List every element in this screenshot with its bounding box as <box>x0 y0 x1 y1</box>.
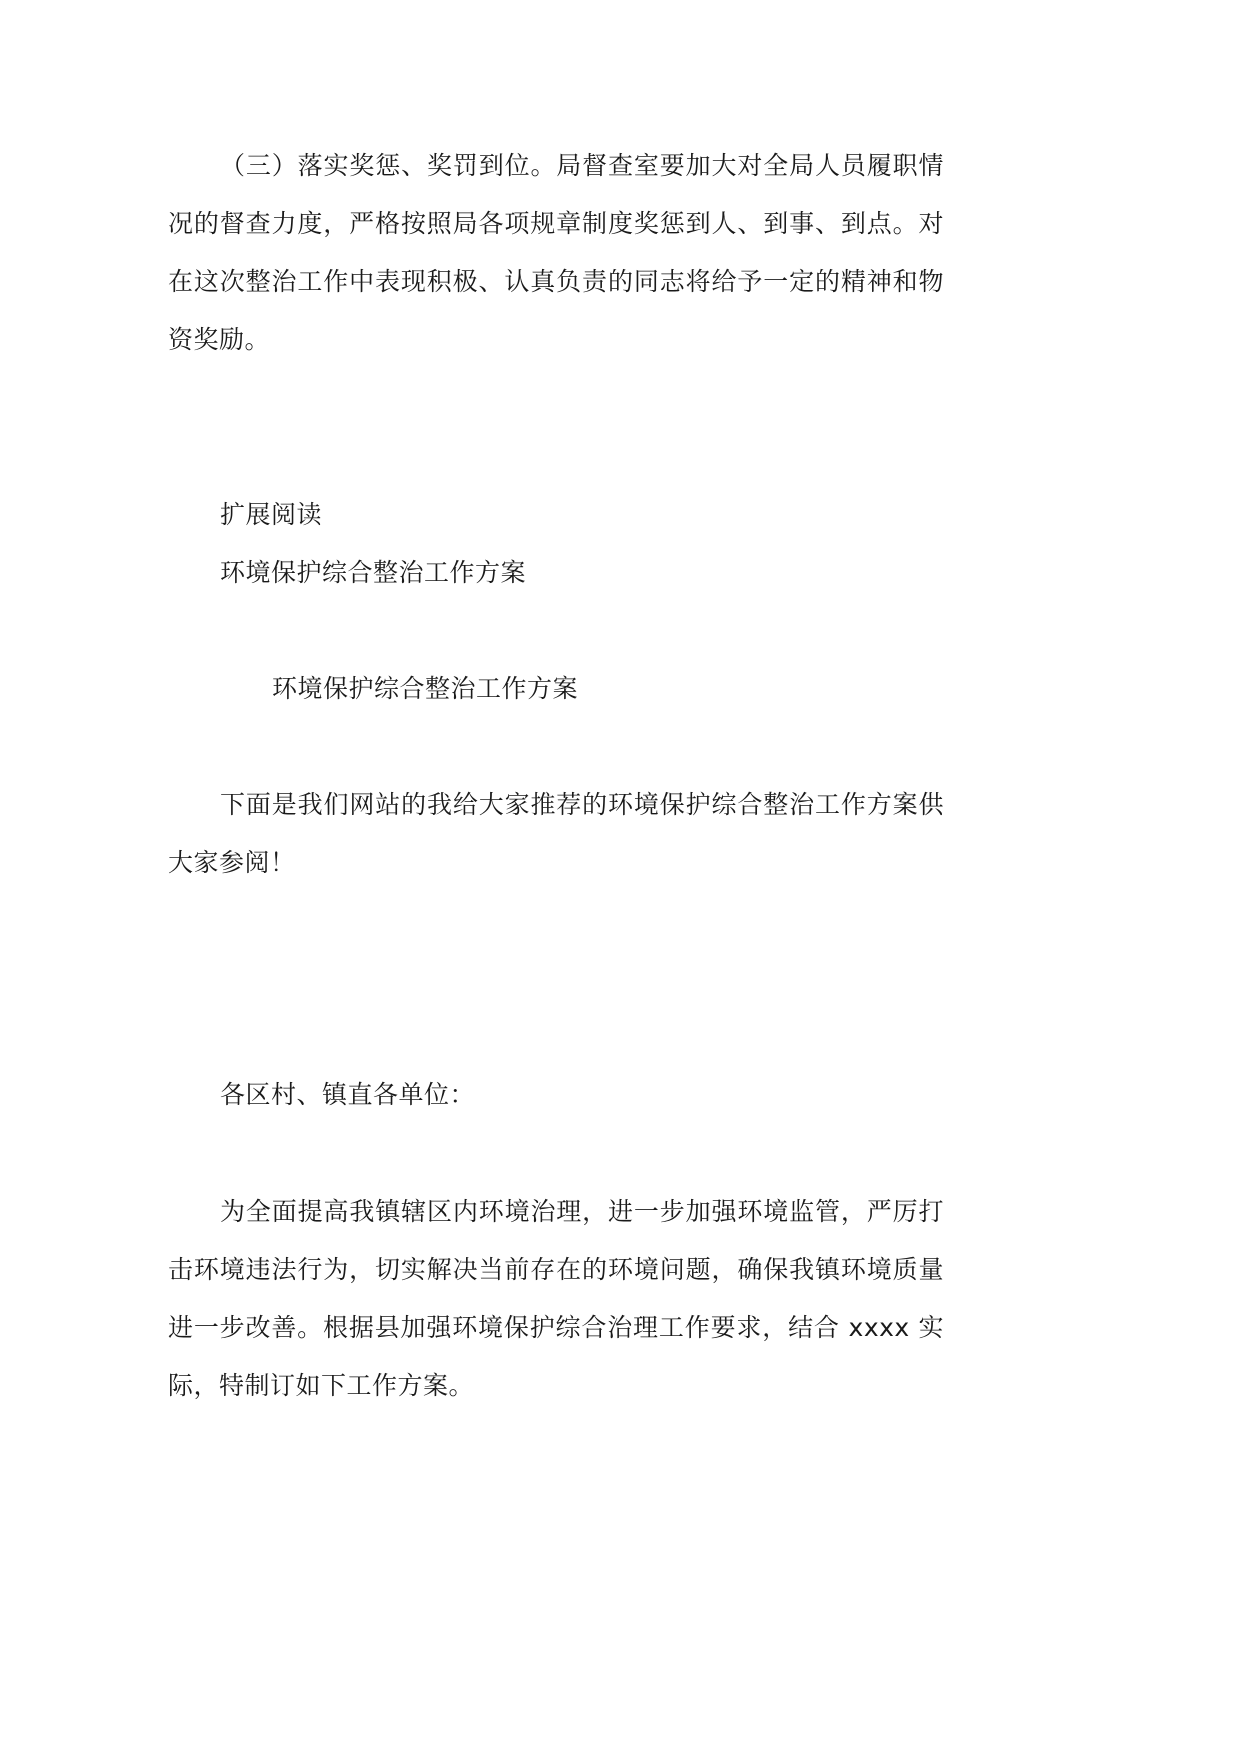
extended-reading-label: 扩展阅读 <box>220 500 323 529</box>
reward-paragraph: （三）落实奖惩、奖罚到位。局督查室要加大对全局人员履职情况的督查力度，严格按照局各项规章制度奖惩到人、到事、到点。对在这次整治工作中表现积极、认真负责的同志将给予一定的精神和物资奖励。 <box>168 151 944 354</box>
body-paragraph: 为全面提高我镇辖区内环境治理，进一步加强环境监管，严厉打击环境违法行为，切实解决当前存在的环境问题，确保我镇环境质量进一步改善。根据县加强环境保护综合治理工作要求，结合 xxxx 实际，特制订如下工作方案。 <box>168 1197 944 1400</box>
article-title: 环境保护综合整治工作方案 <box>272 674 579 703</box>
intro-paragraph: 下面是我们网站的我给大家推荐的环境保护综合整治工作方案供大家参阅！ <box>168 790 944 877</box>
extended-reading-title: 环境保护综合整治工作方案 <box>220 558 527 587</box>
salutation: 各区村、镇直各单位： <box>220 1080 476 1109</box>
